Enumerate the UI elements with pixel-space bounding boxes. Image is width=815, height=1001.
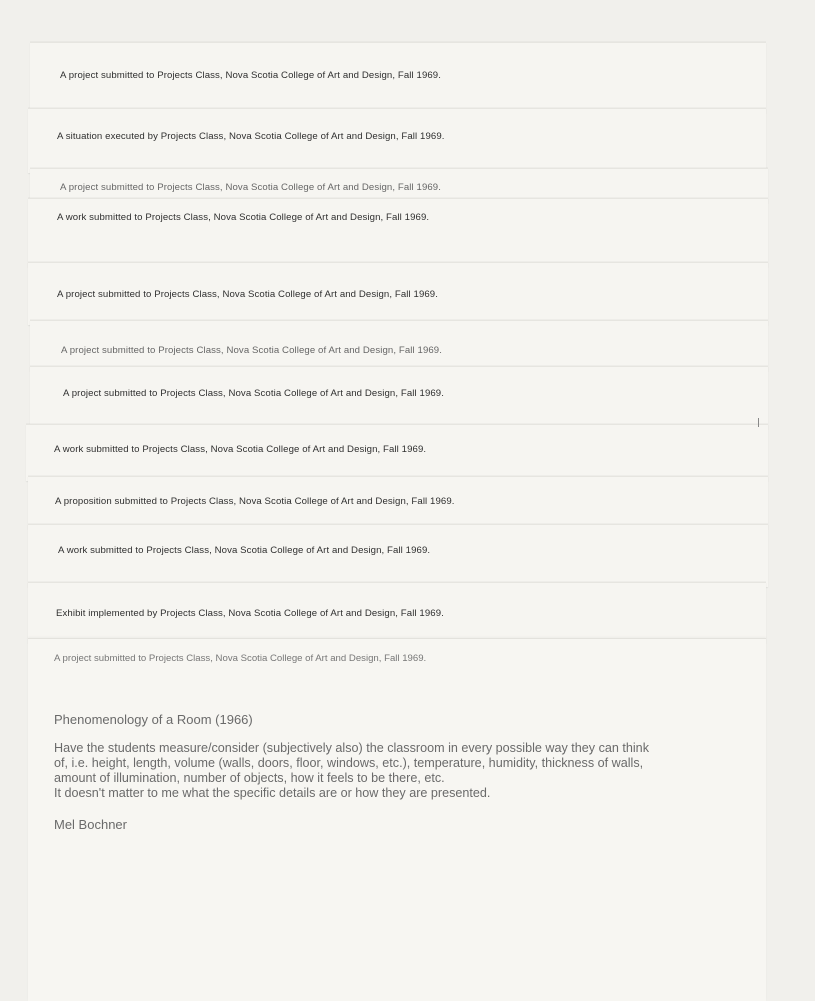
sheet-caption: A work submitted to Projects Class, Nova Scotia College of Art and Design, Fall 1969. xyxy=(57,212,430,223)
sheet-caption: A proposition submitted to Projects Class, Nova Scotia College of Art and Design, Fall 1969. xyxy=(55,496,455,507)
final-sheet xyxy=(28,638,766,1001)
sheet-2 xyxy=(28,108,766,173)
instruction-line: of, i.e. height, length, volume (walls, doors, floor, windows, etc.), temperature, humidity, thickness of walls, xyxy=(54,756,644,770)
sheet-5 xyxy=(28,262,768,325)
sheet-4 xyxy=(28,198,768,267)
sheet-caption: A project submitted to Projects Class, Nova Scotia College of Art and Design, Fall 1969. xyxy=(61,345,443,356)
sheet-caption: A project submitted to Projects Class, Nova Scotia College of Art and Design, Fall 1969. xyxy=(60,182,442,193)
sheet-caption: A project submitted to Projects Class, Nova Scotia College of Art and Design, Fall 1969. xyxy=(63,388,445,399)
sheet-6 xyxy=(30,320,768,371)
artist-signature: Mel Bochner xyxy=(54,817,127,832)
final-sheet-caption: A project submitted to Projects Class, Nova Scotia College of Art and Design, Fall 1969. xyxy=(54,653,427,664)
instruction-line: It doesn't matter to me what the specific details are or how they are presented. xyxy=(54,786,491,800)
instruction-line: amount of illumination, number of objects, how it feels to be there, etc. xyxy=(54,771,445,785)
work-title: Phenomenology of a Room (1966) xyxy=(54,712,253,727)
instruction-line: Have the students measure/consider (subjectively also) the classroom in every possible way they can think xyxy=(54,741,649,755)
sheet-caption: A work submitted to Projects Class, Nova Scotia College of Art and Design, Fall 1969. xyxy=(58,545,431,556)
sheet-caption: A situation executed by Projects Class, Nova Scotia College of Art and Design, Fall 1969. xyxy=(57,131,445,142)
sheet-caption: Exhibit implemented by Projects Class, Nova Scotia College of Art and Design, Fall 1969. xyxy=(56,608,444,619)
instruction-text xyxy=(54,741,754,801)
sheet-11 xyxy=(28,582,766,643)
sheet-1 xyxy=(30,42,766,113)
sheet-9 xyxy=(28,476,768,529)
edge-mark xyxy=(758,418,759,427)
sheet-caption: A work submitted to Projects Class, Nova Scotia College of Art and Design, Fall 1969. xyxy=(54,444,427,455)
sheet-8 xyxy=(26,424,768,481)
sheet-10 xyxy=(28,524,768,587)
sheet-7 xyxy=(30,366,768,429)
sheet-caption: A project submitted to Projects Class, Nova Scotia College of Art and Design, Fall 1969. xyxy=(57,289,439,300)
sheet-caption: A project submitted to Projects Class, Nova Scotia College of Art and Design, Fall 1969. xyxy=(60,70,442,81)
